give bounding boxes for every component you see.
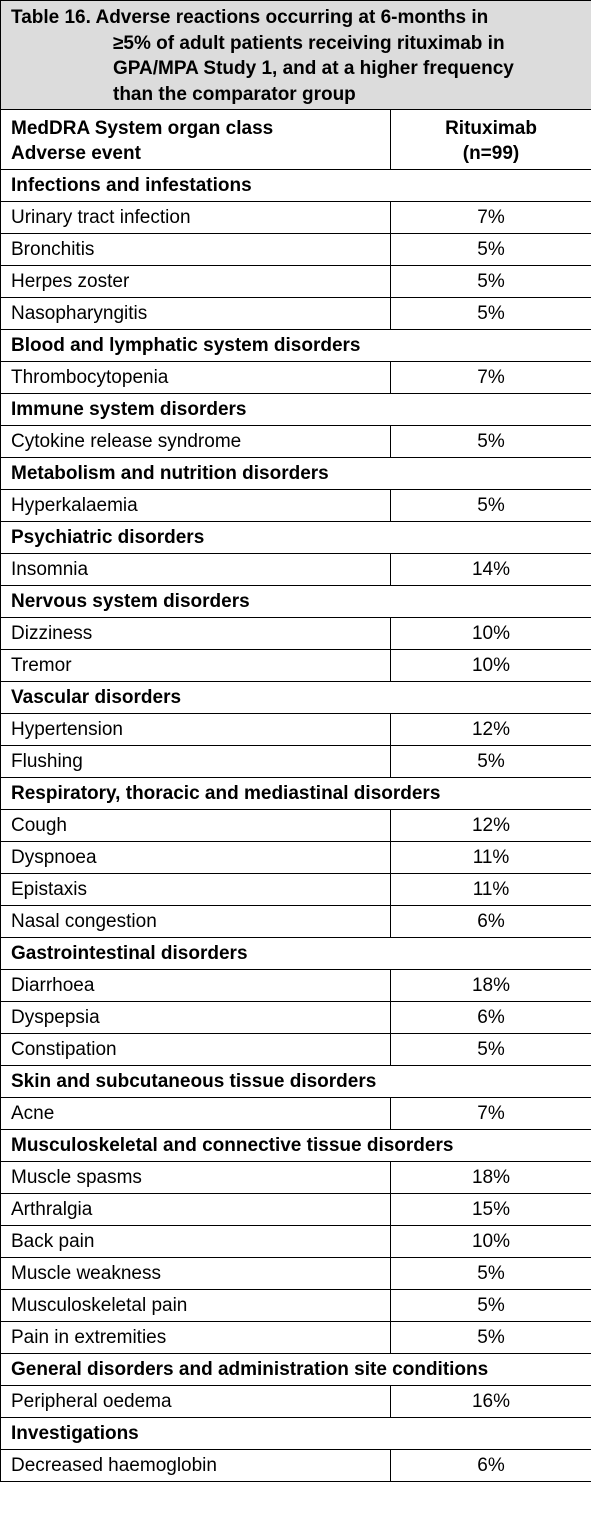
adverse-event-cell: Back pain (1, 1226, 391, 1258)
rituximab-percent-cell: 11% (391, 842, 591, 874)
group-row (1, 458, 591, 490)
adverse-event-cell: Dyspepsia (1, 1002, 391, 1034)
rituximab-percent-cell: 18% (391, 1162, 591, 1194)
rituximab-percent-cell: 5% (391, 1290, 591, 1322)
rituximab-percent-cell: 5% (391, 234, 591, 266)
adverse-event-cell: Nasopharyngitis (1, 298, 391, 330)
header-soc-event (1, 110, 391, 170)
organ-class-heading: Gastrointestinal disorders (1, 938, 591, 970)
table-row (1, 266, 591, 298)
organ-class-heading: Psychiatric disorders (1, 522, 591, 554)
group-row (1, 1066, 591, 1098)
rituximab-percent-cell: 15% (391, 1194, 591, 1226)
organ-class-heading: Skin and subcutaneous tissue disorders (1, 1066, 591, 1098)
rituximab-percent-cell: 10% (391, 1226, 591, 1258)
table-row (1, 650, 591, 682)
rituximab-percent-cell: 6% (391, 906, 591, 938)
organ-class-heading: Investigations (1, 1418, 591, 1450)
header-soc: MedDRA System organ class (11, 117, 274, 139)
adverse-event-cell: Nasal congestion (1, 906, 391, 938)
table-row (1, 618, 591, 650)
organ-class-heading: Metabolism and nutrition disorders (1, 458, 591, 490)
adverse-event-cell: Dyspnoea (1, 842, 391, 874)
table-row (1, 554, 591, 586)
organ-class-heading: Infections and infestations (1, 170, 591, 202)
organ-class-heading: Respiratory, thoracic and mediastinal disorders (1, 778, 591, 810)
organ-class-heading: General disorders and administration site conditions (1, 1354, 591, 1386)
adverse-event-cell: Cytokine release syndrome (1, 426, 391, 458)
rituximab-percent-cell: 6% (391, 1450, 591, 1482)
rituximab-percent-cell: 18% (391, 970, 591, 1002)
rituximab-percent-cell: 7% (391, 1098, 591, 1130)
table-row (1, 810, 591, 842)
adverse-event-cell: Hypertension (1, 714, 391, 746)
caption-line-2: ≥5% of adult patients receiving rituximab in (113, 32, 505, 54)
table-caption (1, 1, 591, 110)
adverse-event-cell: Decreased haemoglobin (1, 1450, 391, 1482)
group-row (1, 1418, 591, 1450)
rituximab-percent-cell: 16% (391, 1386, 591, 1418)
group-row (1, 586, 591, 618)
table-row (1, 906, 591, 938)
header-rituximab-n: (n=99) (462, 142, 520, 164)
caption-text-1: Adverse reactions occurring at 6-months in (95, 7, 489, 28)
organ-class-heading: Nervous system disorders (1, 586, 591, 618)
table-row (1, 362, 591, 394)
adverse-event-cell: Bronchitis (1, 234, 391, 266)
rituximab-percent-cell: 5% (391, 490, 591, 522)
adverse-event-cell: Constipation (1, 1034, 391, 1066)
rituximab-percent-cell: 5% (391, 1322, 591, 1354)
table-row (1, 1194, 591, 1226)
rituximab-percent-cell: 10% (391, 650, 591, 682)
organ-class-heading: Musculoskeletal and connective tissue disorders (1, 1130, 591, 1162)
group-row (1, 682, 591, 714)
adverse-event-cell: Muscle weakness (1, 1258, 391, 1290)
table-row (1, 1258, 591, 1290)
rituximab-percent-cell: 5% (391, 298, 591, 330)
adverse-event-cell: Dizziness (1, 618, 391, 650)
rituximab-percent-cell: 6% (391, 1002, 591, 1034)
table-row (1, 490, 591, 522)
adverse-event-cell: Muscle spasms (1, 1162, 391, 1194)
caption-row (1, 1, 591, 110)
adverse-event-cell: Cough (1, 810, 391, 842)
organ-class-heading: Vascular disorders (1, 682, 591, 714)
rituximab-percent-cell: 5% (391, 1258, 591, 1290)
adverse-event-cell: Arthralgia (1, 1194, 391, 1226)
table-row (1, 1290, 591, 1322)
rituximab-percent-cell: 5% (391, 746, 591, 778)
adverse-event-cell: Musculoskeletal pain (1, 1290, 391, 1322)
rituximab-percent-cell: 12% (391, 714, 591, 746)
adverse-event-cell: Flushing (1, 746, 391, 778)
table-row (1, 426, 591, 458)
group-row (1, 522, 591, 554)
rituximab-percent-cell: 10% (391, 618, 591, 650)
table-row (1, 1386, 591, 1418)
rituximab-percent-cell: 7% (391, 362, 591, 394)
table-row (1, 746, 591, 778)
table-row (1, 1034, 591, 1066)
table-row (1, 874, 591, 906)
adverse-event-cell: Urinary tract infection (1, 202, 391, 234)
table-row (1, 1098, 591, 1130)
adverse-event-cell: Pain in extremities (1, 1322, 391, 1354)
rituximab-percent-cell: 5% (391, 266, 591, 298)
group-row (1, 330, 591, 362)
table-row (1, 1322, 591, 1354)
header-rituximab (391, 110, 591, 170)
group-row (1, 1130, 591, 1162)
adverse-event-cell: Epistaxis (1, 874, 391, 906)
group-row (1, 778, 591, 810)
table-row (1, 714, 591, 746)
table-row (1, 970, 591, 1002)
group-row (1, 938, 591, 970)
rituximab-percent-cell: 14% (391, 554, 591, 586)
rituximab-percent-cell: 7% (391, 202, 591, 234)
adverse-event-cell: Thrombocytopenia (1, 362, 391, 394)
caption-label: Table 16. (11, 7, 91, 28)
adverse-event-cell: Acne (1, 1098, 391, 1130)
adverse-event-cell: Peripheral oedema (1, 1386, 391, 1418)
header-adverse-event: Adverse event (11, 142, 141, 164)
rituximab-percent-cell: 12% (391, 810, 591, 842)
adverse-event-cell: Insomnia (1, 554, 391, 586)
rituximab-percent-cell: 5% (391, 1034, 591, 1066)
caption-line-3: GPA/MPA Study 1, and at a higher frequency (113, 58, 514, 79)
adverse-event-cell: Herpes zoster (1, 266, 391, 298)
table-row (1, 234, 591, 266)
rituximab-percent-cell: 11% (391, 874, 591, 906)
table-row (1, 1226, 591, 1258)
caption-line-4: than the comparator group (113, 83, 356, 105)
adverse-event-cell: Hyperkalaemia (1, 490, 391, 522)
rituximab-percent-cell: 5% (391, 426, 591, 458)
caption-line-1 (11, 5, 583, 31)
organ-class-heading: Immune system disorders (1, 394, 591, 426)
table-row (1, 1002, 591, 1034)
group-row (1, 1354, 591, 1386)
organ-class-heading: Blood and lymphatic system disorders (1, 330, 591, 362)
table-row (1, 202, 591, 234)
table-row (1, 1162, 591, 1194)
table-row (1, 298, 591, 330)
header-row (1, 110, 591, 170)
header-rituximab-label: Rituximab (445, 117, 537, 139)
group-row (1, 394, 591, 426)
adverse-event-cell: Diarrhoea (1, 970, 391, 1002)
adverse-event-cell: Tremor (1, 650, 391, 682)
table-row (1, 1450, 591, 1482)
group-row (1, 170, 591, 202)
table-row (1, 842, 591, 874)
